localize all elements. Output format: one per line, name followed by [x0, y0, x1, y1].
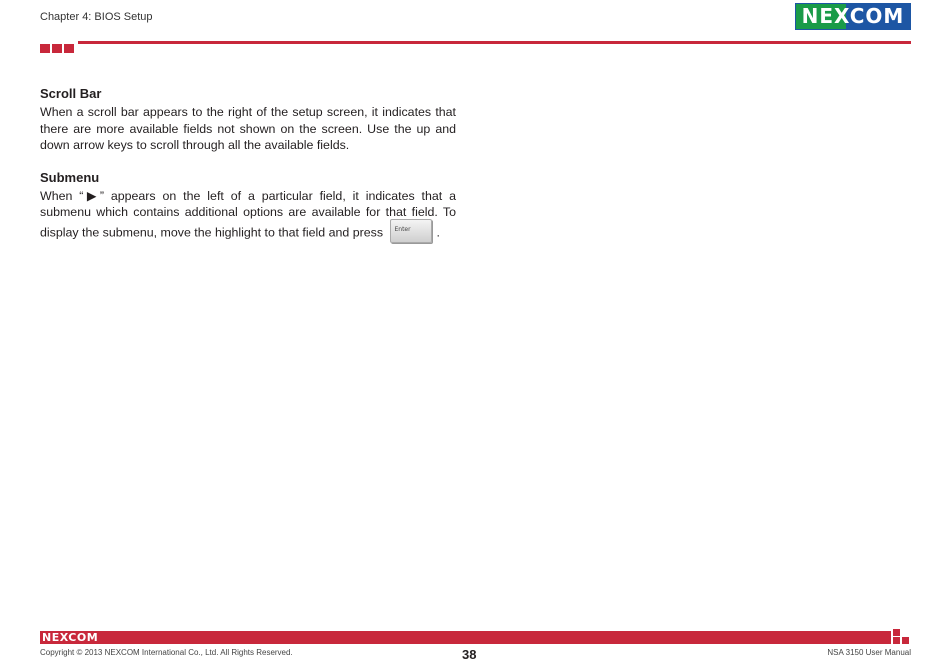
corner-square [893, 629, 900, 636]
logo-text: NEXCOM [801, 4, 905, 28]
section-body-submenu [40, 188, 456, 245]
header-square [64, 44, 74, 53]
section-body-scroll-bar: When a scroll bar appears to the right of the setup screen, it indicates that there are more available fields not shown on the screen. Use the up and down arrow keys to scroll through all the available fields. [40, 105, 456, 152]
section-title-scroll-bar: Scroll Bar [40, 86, 102, 101]
footer-logo: NEXCOM [42, 631, 99, 644]
corner-square [893, 637, 900, 644]
page-number: 38 [462, 647, 477, 662]
enter-key-label: Enter [394, 225, 411, 233]
section-title-submenu: Submenu [40, 169, 100, 185]
chapter-title: Chapter 4: BIOS Setup [40, 11, 153, 23]
submenu-text: When “▶” appears on the left of a particular field, it indicates that a submenu which contains additional options are available for that field. To display the submenu, move the highlight to that field and press [40, 188, 456, 239]
enter-key-icon [390, 219, 432, 243]
footer-corner-squares [893, 629, 911, 645]
header-squares [40, 40, 76, 58]
footer-copyright: Copyright © 2013 NEXCOM International Co., Ltd. All Rights Reserved. [40, 648, 293, 657]
footer-rule [40, 631, 891, 644]
submenu-text-end: . [436, 224, 440, 239]
nexcom-logo [795, 3, 911, 30]
corner-square [902, 637, 909, 644]
header-square [52, 44, 62, 53]
footer-manual-title: NSA 3150 User Manual [827, 648, 911, 657]
header-square [40, 44, 50, 53]
page-content [40, 86, 456, 245]
header-rule [78, 41, 911, 44]
